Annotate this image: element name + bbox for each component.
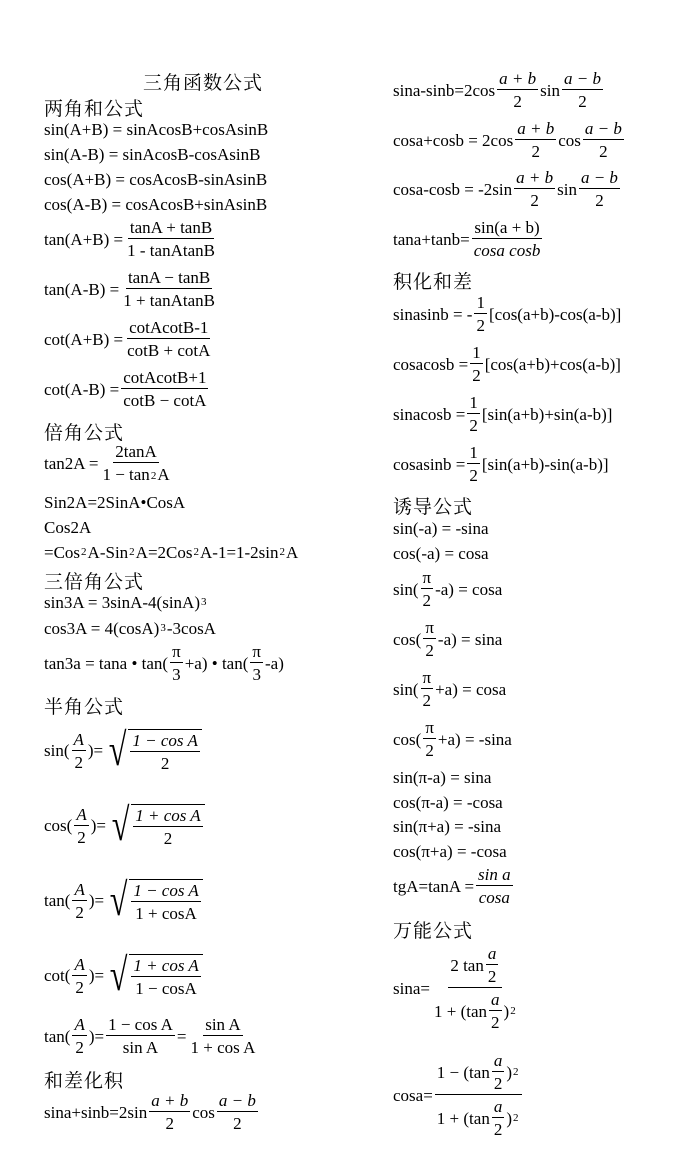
formula-cosa-plus-cosb: cosa+cosb = 2cos $\frac{a + b}{2}$ cos $\frac{a - b}{2}$	[393, 119, 622, 161]
tan-sum-lhs: tan(A+B) =	[44, 229, 124, 249]
tan2a-fraction	[100, 443, 171, 483]
formula-cos-neg: cos(-a) = cosa	[393, 544, 489, 563]
page-title: 三角函数公式	[143, 72, 264, 94]
section-triple-heading: 三倍角公式	[44, 571, 145, 593]
tan-sum-denominator: 1 - tanAtanB	[127, 241, 215, 260]
section-universal-heading: 万能公式	[393, 920, 474, 942]
cot-sum-fraction	[125, 319, 212, 359]
formula-cos2a: Cos2A	[44, 518, 92, 537]
tan-sum-numerator: tanA + tanB	[129, 218, 213, 237]
tan-diff-lhs: tan(A-B) =	[44, 279, 120, 299]
formula-cot-half: cot( $\frac{A}{2}$ )= √ $\frac{\text{1 + cos A}}{1 - \cos A}$	[44, 954, 203, 997]
section-sum-heading: 两角和公式	[44, 98, 145, 120]
formula-cosa-minus-cosb: cosa-cosb = -2sin $\frac{a + b}{2}$ sin $\frac{a - b}{2}$	[393, 168, 618, 210]
formula-cos-sum: cos(A+B) = cosAcosB-sinAsinB	[44, 170, 268, 189]
cot-sum-numerator: cotAcotB-1	[129, 318, 209, 337]
formula-tan-half-2: tan( $\frac{A}{2}$ )= $\frac{\text{1 − cos A}}{\text{sin A}}$ = $\frac{\text{sin A}}{\text{1 + cos A}}$	[44, 1015, 256, 1057]
formula-cot-sum	[44, 319, 214, 359]
section-half-heading: 半角公式	[44, 696, 125, 718]
formula-tana-plus-tanb: tana+tanb= $\frac{\sin(a + b)}{\text{cosa cosb}}$	[393, 218, 541, 260]
formula-cos-pi-plus: cos(π+a) = -cosa	[393, 842, 507, 861]
sqrt-cot-half: √ $\frac{\text{1 + cos A}}{1 - \cos A}$	[106, 954, 203, 997]
formula-cos-half: cos( $\frac{A}{2}$ )= √ $\frac{\text{1 + cos A}}{2}$	[44, 804, 205, 847]
formula-universal-sin: sina= 2 tan $\frac{a}{2}$ 1 + (tan $\frac{a}{2}$ ) 2	[393, 945, 521, 1031]
formula-tga: tgA=tanA = $\frac{\text{sin a}}{\cos a}$	[393, 865, 511, 907]
tan-sum-fraction	[125, 219, 217, 259]
formula-cos-pi-minus: cos(π-a) = -cosa	[393, 793, 503, 812]
formula-cos-pi2-plus: cos( $\frac{\pi}{2}$ +a) = -sina	[393, 718, 512, 760]
tan-diff-numerator: tanA − tanB	[127, 268, 211, 287]
universal-sin-fraction: 2 tan $\frac{a}{2}$ 1 + (tan $\frac{a}{2}$ ) 2	[433, 944, 516, 1032]
sqrt-tan-half: √ $\frac{\text{1 − cos A}}{1 + \cos A}$	[106, 879, 203, 922]
formula-cot-diff	[44, 369, 210, 409]
formula-sin-diff: sin(A-B) = sinAcosB-cosAsinB	[44, 145, 261, 164]
tan-diff-denominator: 1 + tanAtanB	[123, 291, 215, 310]
sqrt-sin-half: √ $\frac{\text{1 − cos A}}{2}$	[105, 729, 202, 772]
formula-sin-sum: sin(A+B) = sinAcosB+cosAsinB	[44, 120, 269, 139]
formula-sin-pi2-plus: sin( $\frac{\pi}{2}$ +a) = cosa	[393, 668, 507, 710]
section-double-heading: 倍角公式	[44, 422, 125, 444]
tan-diff-fraction	[121, 269, 217, 309]
formula-sin2a: Sin2A=2SinA•CosA	[44, 493, 186, 512]
cot-diff-denominator: cotB − cotA	[123, 391, 207, 410]
cot-diff-numerator: cotAcotB+1	[123, 368, 207, 387]
section-sum-to-product-heading: 和差化积	[44, 1070, 125, 1092]
formula-sin-half: sin( $\frac{A}{2}$ )= √ $\frac{\text{1 − cos A}}{2}$	[44, 729, 202, 772]
a-over-2: $\frac{A}{2}$	[74, 879, 85, 922]
formula-tan-diff	[44, 269, 219, 309]
formula-cos3a: cos3A = 4(cosA) 3 -3cosA	[44, 619, 216, 638]
cot-diff-lhs: cot(A-B) =	[44, 379, 120, 399]
formula-sina-plus-sinb: sina+sinb=2sin $\frac{a + b}{2}$ cos $\frac{a - b}{2}$	[44, 1091, 256, 1133]
formula-tan-sum	[44, 219, 219, 259]
formula-universal-cos: cosa= 1 − (tan $\frac{a}{2}$ ) 2 1 + (tan $\frac{a}{2}$ ) 2	[393, 1052, 524, 1138]
a-over-2: $\frac{A}{2}$	[74, 1015, 85, 1057]
formula-sina-minus-sinb: sina-sinb=2cos $\frac{a + b}{2}$ sin $\frac{a - b}{2}$	[393, 69, 601, 111]
formula-sin3a: sin3A = 3sinA-4(sinA) 3	[44, 593, 207, 612]
section-product-to-sum-heading: 积化和差	[393, 271, 474, 293]
cot-diff-fraction	[121, 369, 208, 409]
section-induction-heading: 诱导公式	[393, 496, 474, 518]
cot-sum-denominator: cotB + cotA	[127, 341, 211, 360]
a-over-2: $\frac{A}{2}$	[76, 804, 87, 847]
formula-sin-pi-minus: sin(π-a) = sina	[393, 768, 492, 787]
tan2a-lhs: tan2A =	[44, 453, 99, 473]
formula-sin-pi-plus: sin(π+a) = -sina	[393, 817, 502, 836]
formula-cosasinb: cosasinb = $\frac{1}{2}$ [sin(a+b)-sin(a-b)]	[393, 443, 609, 485]
pi-over-3-fraction: $\frac{\pi}{3}$	[172, 642, 181, 684]
formula-cos-diff: cos(A-B) = cosAcosB+sinAsinB	[44, 195, 268, 214]
tan2a-numerator: 2tanA	[115, 442, 157, 461]
formula-tan3a: tan3a = tana • tan( $\frac{\pi}{3}$ +a) • tan( $\frac{\pi}{3}$ -a)	[44, 642, 284, 684]
formula-sinasinb: sinasinb = - $\frac{1}{2}$ [cos(a+b)-cos(a-b)]	[393, 293, 622, 335]
formula-sinacosb: sinacosb = $\frac{1}{2}$ [sin(a+b)+sin(a-b)]	[393, 393, 613, 435]
formula-sin-pi2-minus: sin( $\frac{\pi}{2}$ -a) = cosa	[393, 568, 503, 610]
universal-cos-fraction: 1 − (tan $\frac{a}{2}$ ) 2 1 + (tan $\frac{a}{2}$ ) 2	[435, 1052, 522, 1138]
formula-cos-pi2-minus: cos( $\frac{\pi}{2}$ -a) = sina	[393, 618, 503, 660]
tan2a-denominator: 1 − tan2A	[102, 465, 170, 484]
formula-cosacosb: cosacosb = $\frac{1}{2}$ [cos(a+b)+cos(a-b)]	[393, 343, 621, 385]
a-over-2: $\frac{A}{2}$	[73, 729, 84, 772]
sqrt-cos-half: √ $\frac{\text{1 + cos A}}{2}$	[108, 804, 205, 847]
formula-tan-half: tan( $\frac{A}{2}$ )= √ $\frac{\text{1 − cos A}}{1 + \cos A}$	[44, 879, 203, 922]
a-over-2: $\frac{A}{2}$	[74, 954, 85, 997]
formula-tan2a	[44, 443, 174, 483]
pi-over-3-fraction-2: $\frac{\pi}{3}$	[252, 642, 261, 684]
formula-cos2a-expansion: =Cos 2 A-Sin 2 A=2Cos 2 A-1=1-2sin 2 A	[44, 543, 299, 562]
formula-sin-neg: sin(-a) = -sina	[393, 519, 489, 538]
cot-sum-lhs: cot(A+B) =	[44, 329, 124, 349]
